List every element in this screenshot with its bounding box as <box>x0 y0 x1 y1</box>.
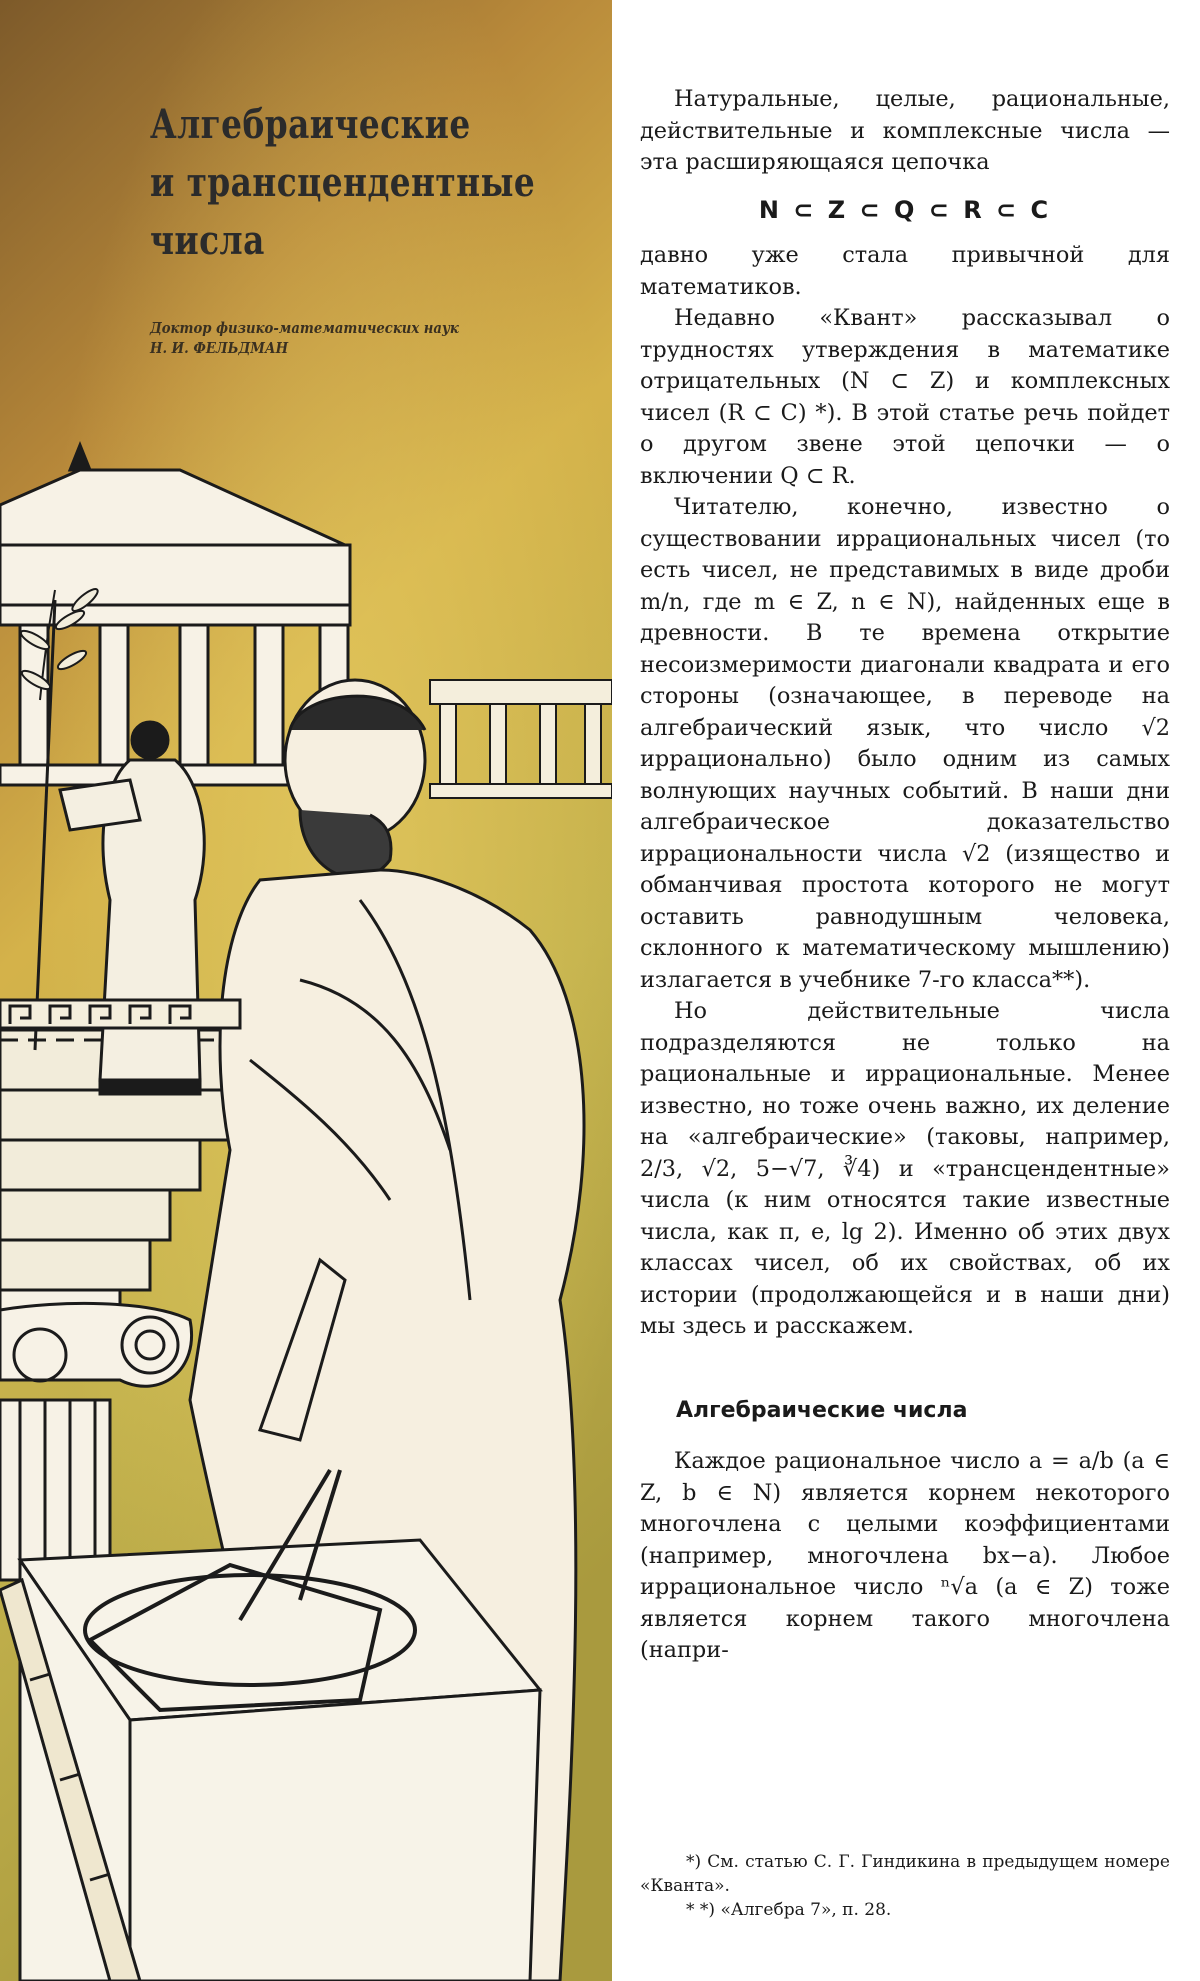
title-block <box>150 96 580 358</box>
paragraph-5: Но действительные числа подразделяются не только на рациональные и иррациональные. Менее известно, но тоже очень важно, их деление на «алгебраические» (таковы, например, 2/3, √2, 5−√7, ∛4) и «трансцендентные» числа (к ним относятся такие известные числа, как π, e, lg 2). Именно об этих двух классах чисел, об их свойствах, об их истории (продолжающейся и в наши дни) мы здесь и расскажем. <box>640 998 1170 1339</box>
number-chain-formula: N ⊂ Z ⊂ Q ⊂ R ⊂ C <box>758 195 1052 224</box>
author-degree: Доктор физико-математических наук <box>150 319 459 337</box>
paragraph-1: Натуральные, целые, рациональные, действительные и комплексные числа — эта расширяющаяся цепочка <box>640 86 1170 175</box>
paragraph-6: Каждое рациональное число a = a/b (a ∈ Z, b ∈ N) является корнем некоторого многочлена с целыми коэффициентами (например, многочлена bx−a). Любое иррациональное число ⁿ√a (a ∈ Z) тоже является корнем такого многочлена (напри- <box>640 1448 1170 1663</box>
article-title <box>150 96 580 270</box>
paragraph-4: Читателю, конечно, известно о существовании иррациональных чисел (то есть чисел, не представимых в виде дроби m/n, где m ∈ Z, n ∈ N), найденных еще в древности. В те времена открытие несоизмеримости диагонали квадрата и его стороны (означающее, в переводе на алгебраический язык, что число √2 иррационально) было одним из самых волнующих научных событий. В наши дни алгебраическое доказательство иррациональности числа √2 (изящество и обманчивая простота которого не могут оставить равнодушным человека, склонного к математическому мышлению) излагается в учебнике 7-го класса**). <box>640 494 1170 993</box>
footnote-1: *) См. статью С. Г. Гиндикина в предыдущем номере «Кванта». <box>640 1852 1170 1896</box>
title-line-3: числа <box>150 217 265 264</box>
footnote-2: * *) «Алгебра 7», п. 28. <box>686 1900 892 1920</box>
author-block <box>150 318 580 358</box>
paragraph-3: Недавно «Квант» рассказывал о трудностях утверждения в математике отрицательных (N ⊂ Z) и комплексных чисел (R ⊂ C) *). В этой статье речь пойдет о другом звене этой цепочки — о включении Q ⊂ R. <box>640 305 1170 489</box>
section-heading: Алгебраические числа <box>676 1397 968 1423</box>
title-line-2: и трансцендентные <box>150 159 536 206</box>
article-body <box>640 84 1170 1667</box>
footnotes <box>640 1850 1170 1922</box>
title-line-1: Алгебраические <box>150 101 471 148</box>
author-name: Н. И. ФЕЛЬДМАН <box>150 339 289 357</box>
paragraph-2: давно уже стала привычной для математиков. <box>640 242 1170 300</box>
